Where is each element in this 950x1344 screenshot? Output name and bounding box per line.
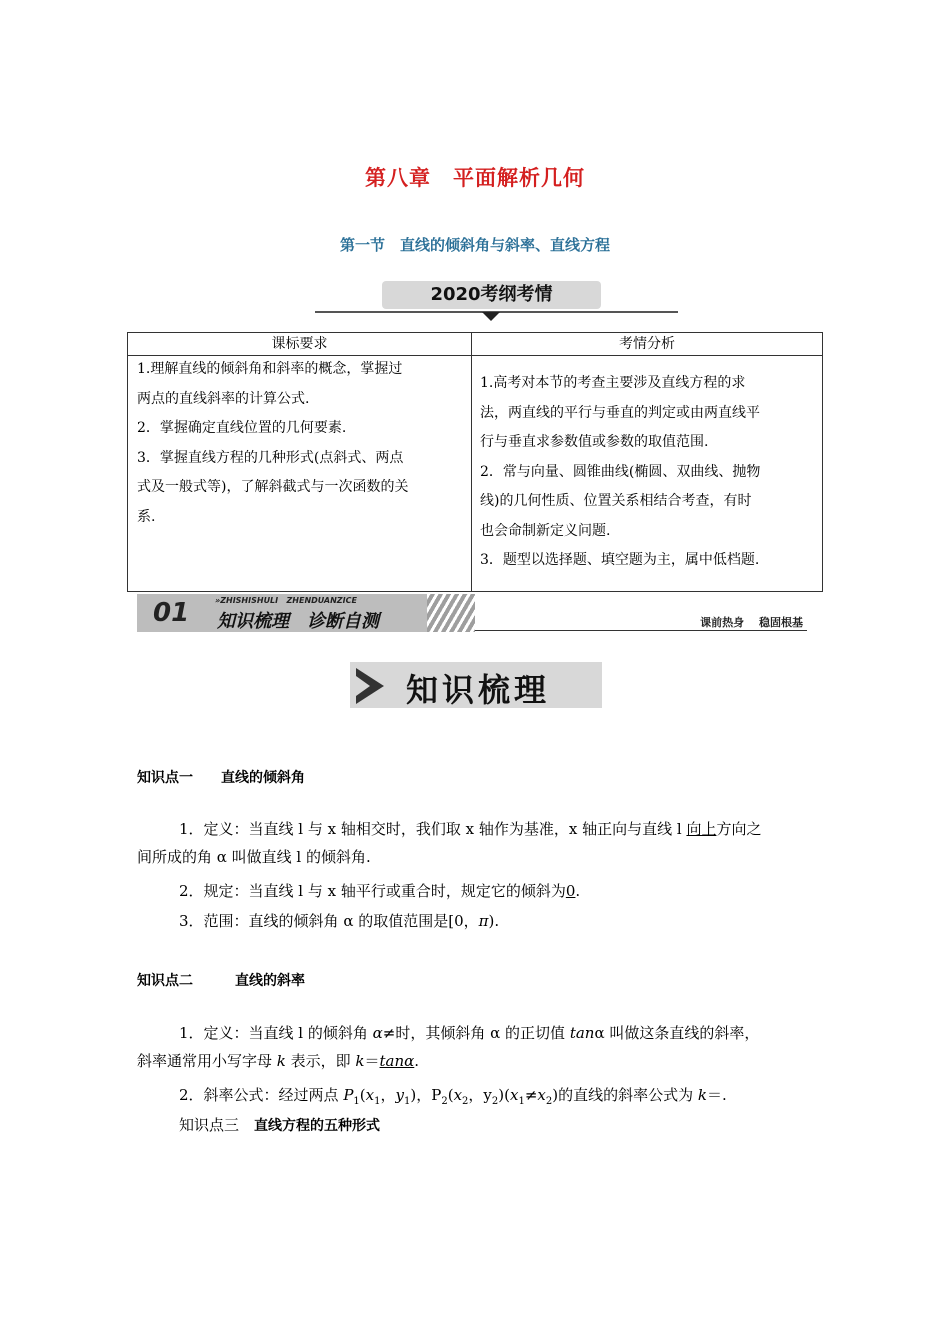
subscript: 1 (374, 1096, 381, 1107)
cell-line: 系. (137, 508, 156, 525)
text: 2．斜率公式：经过两点 (179, 1086, 344, 1104)
section-label: 知识梳理 诊断自测 (217, 611, 379, 632)
kp2-heading: 知识点二 直线的斜率 (137, 973, 305, 989)
text: . (575, 882, 581, 900)
kp1-heading: 知识点一 直线的倾斜角 (137, 770, 305, 786)
text: ＝. (706, 1086, 727, 1104)
cell-line: 3．题型以选择题、填空题为主，属中低档题. (480, 552, 760, 568)
section-number: 01 (153, 598, 190, 628)
text: ( (359, 1086, 366, 1104)
text: 斜率通常用小写字母 (137, 1052, 277, 1070)
text: ＝ (364, 1052, 380, 1070)
section-bar (137, 594, 807, 632)
standard-cell (137, 355, 467, 532)
text: . (414, 1052, 420, 1070)
section-bar-stripes (427, 594, 475, 632)
subscript: 2 (441, 1096, 448, 1107)
requirements-table (127, 332, 823, 592)
text: ，y (468, 1086, 492, 1104)
text: ≠时，其倾斜角 α 的正切值 (382, 1024, 570, 1042)
text: )的直线的斜率公式为 (552, 1086, 698, 1104)
text: α 叫做这条直线的斜率， (594, 1024, 760, 1042)
subscript: 2 (462, 1096, 469, 1107)
exam-outline-banner: 2020考纲考情 (382, 281, 601, 309)
cell-line: 行与垂直求参数值或参数的取值范围. (480, 434, 709, 450)
table-header-standard: 课标要求 (271, 336, 328, 352)
blank-answer: 向上 (686, 820, 717, 838)
knowledge-box (350, 662, 602, 708)
cell-line: 2．掌握确定直线位置的几何要素. (137, 420, 347, 436)
text: 表示，即 (285, 1052, 356, 1070)
k-symbol: k (276, 1052, 286, 1070)
text: ( (447, 1086, 454, 1104)
point-symbol: P (343, 1086, 354, 1104)
var: x (537, 1086, 546, 1104)
analysis-cell (480, 369, 820, 576)
var: x (365, 1086, 375, 1104)
text: ， (380, 1086, 396, 1104)
text: )( (498, 1086, 510, 1104)
text: 3．范围：直线的倾斜角 α 的取值范围是[0， (179, 912, 479, 930)
var: x (453, 1086, 463, 1104)
cell-line: 1.高考对本节的考查主要涉及直线方程的求 (480, 375, 746, 391)
text: )，P (410, 1086, 442, 1104)
cell-line: 2．常与向量、圆锥曲线(椭圆、双曲线、抛物 (480, 463, 761, 480)
subscript: 1 (518, 1096, 525, 1107)
subscript: 1 (404, 1096, 411, 1107)
kp1-definition (137, 815, 817, 871)
chapter-title: 第八章 平面解析几何 (365, 166, 585, 190)
cell-line: 3．掌握直线方程的几种形式(点斜式、两点 (137, 449, 404, 466)
subscript: 1 (353, 1096, 360, 1107)
blank-answer: tanα (379, 1052, 415, 1070)
var: x (509, 1086, 519, 1104)
kp2-definition (137, 1019, 817, 1075)
text: 间所成的角 α 叫做直线 l 的倾斜角. (137, 848, 371, 866)
subscript: 2 (491, 1096, 499, 1107)
cell-line: 两点的直线斜率的计算公式. (137, 390, 310, 407)
cell-line: 法，两直线的平行与垂直的判定或由两直线平 (480, 404, 760, 421)
text: ≠ (524, 1086, 538, 1104)
section-title: 第一节 直线的倾斜角与斜率、直线方程 (339, 236, 610, 254)
text: 1．定义：当直线 l 与 x 轴相交时，我们取 x 轴作为基准，x 轴正向与直线 l (179, 820, 687, 838)
text: 1．定义：当直线 l 的倾斜角 (179, 1024, 373, 1042)
table-header-analysis: 考情分析 (619, 336, 675, 352)
kp3-heading (179, 1111, 380, 1140)
section-pinyin: »ZHISHISHULI ZHENDUANZICE (215, 596, 357, 605)
chevron-inner-shape (356, 676, 370, 696)
cell-line: 线)的几何性质、位置关系相结合考查，有时 (480, 493, 752, 509)
cell-line: 式及一般式等)，了解斜截式与一次函数的关 (137, 479, 409, 495)
cell-line: 也会命制新定义问题. (480, 522, 611, 539)
section-bar-line (475, 630, 807, 631)
k-symbol: k (355, 1052, 365, 1070)
text: 直线方程的五种形式 (254, 1118, 381, 1134)
kp1-range (179, 907, 499, 935)
section-bar-tagline: 课前热身 稳固根基 (700, 616, 803, 629)
text: 知识点三 (179, 1116, 255, 1134)
alpha-symbol: α (372, 1024, 383, 1042)
k-symbol: k (697, 1086, 707, 1104)
text: ). (488, 912, 500, 930)
cell-line: 1.理解直线的倾斜角和斜率的概念，掌握过 (137, 361, 403, 377)
var: y (395, 1086, 404, 1104)
text: 2．规定：当直线 l 与 x 轴平行或重合时，规定它的倾斜为 (179, 882, 566, 900)
table-divider (471, 333, 472, 591)
banner-arrow-icon (482, 312, 500, 321)
kp1-rule (179, 877, 580, 905)
tan-symbol: tan (569, 1024, 595, 1042)
pi-symbol: π (478, 912, 489, 930)
subscript: 2 (545, 1096, 553, 1107)
knowledge-box-title: 知识梳理 (406, 671, 551, 709)
blank-answer: 0 (565, 882, 576, 900)
text: 方向之 (716, 820, 762, 838)
